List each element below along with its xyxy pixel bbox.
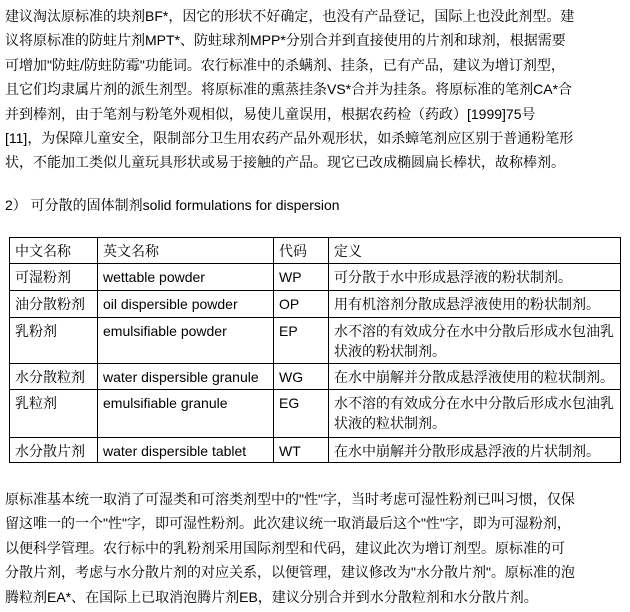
cell-chinese-name: 水分散片剂 [10,437,98,462]
cell-code: WP [274,263,329,290]
cell-code: WG [274,363,329,389]
cell-chinese-name: 水分散粒剂 [10,363,98,389]
paragraph-line: 留这唯一的一个"性"字，即可湿性粉剂。此次建议统一取消最后这个"性"字，即为可湿粉剂， [5,515,571,532]
cell-definition: 水不溶的有效成分在水中分散后形成水包油乳状液的粉状制剂。 [329,317,621,363]
paragraph-line: 议将原标准的防蛀片剂MPT*、防蛀球剂MPP*分别合并到直接使用的片剂和球剂，根据需要 [5,32,566,49]
paragraph-line: 状，不能加工类似儿童玩具形状或易于接触的产品。现它已改成椭圆扁长棒状，故称棒剂。 [5,154,565,171]
cell-english-name: wettable powder [98,263,274,290]
paragraph-line: 以便科学管理。农行标中的乳粉剂采用国际剂型和代码，建议此次为增订剂型。原标准的可 [5,539,565,556]
paragraph-line: 腾粒剂EA*、在国际上已取消泡腾片剂EB，建议分别合并到水分散粒剂和水分散片剂。 [5,588,538,605]
paragraph-line: 且它们均隶属片剂的派生剂型。将原标准的熏蒸挂条VS*合并为挂条。将原标准的笔剂CA*合 [5,81,573,98]
paragraph-line: 可增加"防蛀/防蛀防霉"功能词。农行标准中的杀螨剂、挂条，已有产品，建议为增订剂型， [5,56,565,73]
paragraph-line: 并到棒剂，由于笔剂与粉笔外观相似，易使儿童误用，根据农药检（药政）[1999]75号 [5,105,536,122]
table-row [10,363,621,389]
cell-english-name: emulsifiable granule [98,389,274,437]
table-row [10,317,621,363]
cell-chinese-name: 可湿粉剂 [10,263,98,290]
cell-chinese-name: 油分散粉剂 [10,290,98,317]
paragraph-line: [11]，为保障儿童安全，限制部分卫生用农药产品外观形状，如杀蟑笔剂应区别于普通粉笔形 [5,129,574,146]
discussion-paragraph [0,487,630,610]
column-header-code: 代码 [274,237,329,263]
intro-paragraph [0,0,630,175]
paragraph-line: 建议淘汰原标准的块剂BF*，因它的形状不好确定，也没有产品登记，国际上也没此剂型。建 [5,8,575,24]
cell-definition: 在水中崩解并分散成悬浮液使用的粒状制剂。 [329,363,621,389]
column-header-definition: 定义 [329,237,621,263]
table-row [10,290,621,317]
table-row [10,389,621,437]
section-heading: 2） 可分散的固体制剂solid formulations for dispersion [5,196,340,213]
table-header-row [10,237,621,263]
table-row [10,437,621,462]
cell-english-name: oil dispersible powder [98,290,274,317]
cell-code: OP [274,290,329,317]
cell-code: WT [274,437,329,462]
cell-code: EP [274,317,329,363]
cell-english-name: water dispersible tablet [98,437,274,462]
column-header-english-name: 英文名称 [98,237,274,263]
cell-chinese-name: 乳粉剂 [10,317,98,363]
cell-english-name: emulsifiable powder [98,317,274,363]
cell-definition: 用有机溶剂分散成悬浮液使用的粉状制剂。 [329,290,621,317]
table-row [10,263,621,290]
cell-code: EG [274,389,329,437]
cell-definition: 可分散于水中形成悬浮液的粉状制剂。 [329,263,621,290]
formulation-table [9,237,621,463]
cell-english-name: water dispersible granule [98,363,274,389]
column-header-chinese-name: 中文名称 [10,237,98,263]
paragraph-line: 分散片剂，考虑与水分散片剂的对应关系，以便管理，建议修改为"水分散片剂"。原标准的泡 [5,564,575,581]
paragraph-line: 原标准基本统一取消了可湿类和可溶类剂型中的"性"字，当时考虑可湿性粉剂已叫习惯，仅保 [5,490,575,507]
cell-definition: 水不溶的有效成分在水中分散后形成水包油乳状液的粒状制剂。 [329,389,621,437]
cell-chinese-name: 乳粒剂 [10,389,98,437]
cell-definition: 在水中崩解并分散形成悬浮液的片状制剂。 [329,437,621,462]
